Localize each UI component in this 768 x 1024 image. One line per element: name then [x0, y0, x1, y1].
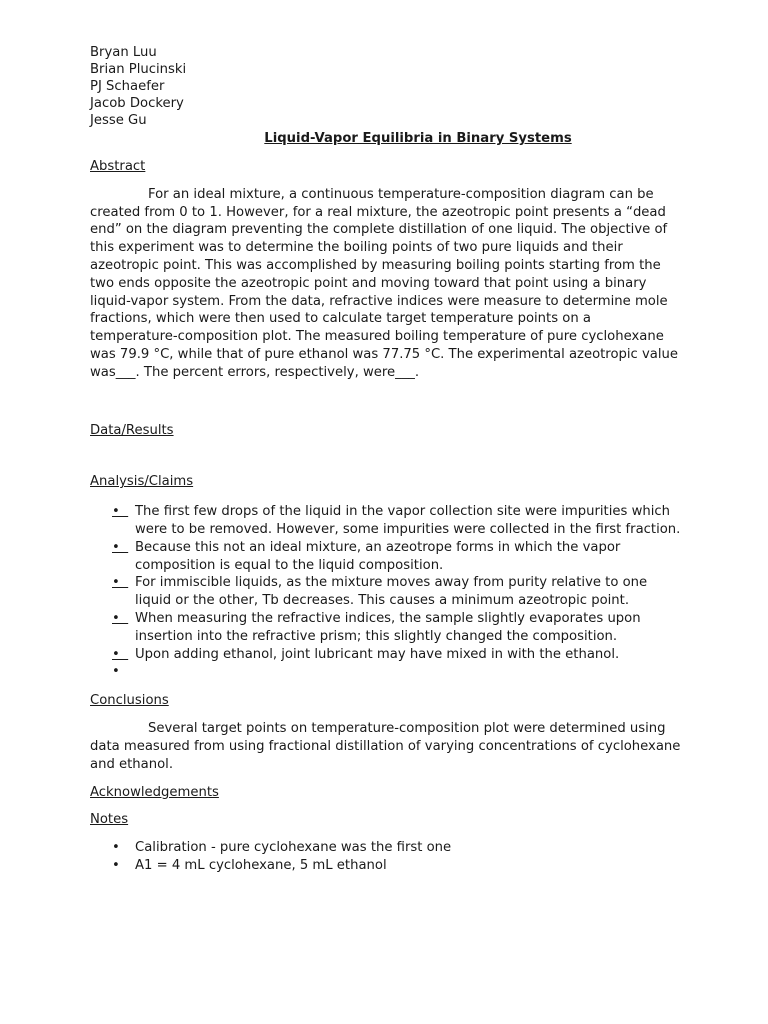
list-item	[90, 839, 682, 857]
list-item-text: The first few drops of the liquid in the vapor collection site were impurities which were to be removed. However, some impurities were collected in the first fraction.	[135, 504, 681, 537]
data-results-heading: Data/Results	[90, 422, 174, 438]
author-name: Bryan Luu	[90, 45, 157, 60]
bullet-icon: •	[112, 610, 129, 626]
bullet-icon: •	[112, 646, 129, 662]
list-item	[90, 646, 682, 664]
notes-heading: Notes	[90, 812, 129, 828]
list-item	[90, 857, 682, 875]
analysis-heading: Analysis/Claims	[90, 474, 194, 490]
analysis-list	[90, 503, 682, 681]
abstract-heading: Abstract	[90, 159, 146, 174]
document-page	[90, 44, 682, 875]
conclusions-text: Several target points on temperature-composition plot were determined using data measured from using fractional distillation of varying concentrations of cyclohexane and ethanol.	[90, 721, 681, 772]
notes-list	[90, 839, 682, 875]
list-item-text: Because this not an ideal mixture, an azeotrope forms in which the vapor composition is equal to the liquid composition.	[135, 539, 621, 573]
bullet-icon: •	[112, 575, 129, 591]
bullet-icon: •	[112, 504, 129, 520]
list-item-text: For immiscible liquids, as the mixture moves away from purity relative to one liquid or the other, Tb decreases. This causes a minimum azeotropic point.	[135, 575, 648, 609]
abstract-text: For an ideal mixture, a continuous temperature-composition diagram can be created from 0 to 1. However, for a real mixture, the azeotropic point presents a “dead end” on the diagram preventing the complete distillation of one liquid. The objective of this experiment was to determine the boiling points of two pure liquids and their azeotropic point. This was accomplished by measuring boiling points starting from the two ends opposite the azeotropic point and moving toward that point using a binary liquid-vapor system. From the data, refractive indices were measure to determine mole fractions, which were then used to calculate target temperature points on a temperature-composition plot. The measured boiling temperature of pure cyclohexane was 79.9 °C, while that of pure ethanol was 77.75 °C. The experimental azeotropic value was___. The percent errors, respectively, were___.	[90, 186, 679, 380]
conclusions-heading: Conclusions	[90, 693, 169, 709]
document-title: Liquid-Vapor Equilibria in Binary Systems	[264, 131, 572, 146]
bullet-icon: •	[112, 857, 120, 873]
author-name: PJ Schaefer	[90, 79, 165, 94]
list-item	[90, 539, 682, 575]
author-name: Brian Plucinski	[90, 62, 187, 77]
author-name: Jacob Dockery	[90, 96, 184, 111]
acknowledgements-heading: Acknowledgements	[90, 784, 219, 800]
list-item	[90, 663, 682, 681]
author-list	[90, 44, 682, 129]
list-item	[90, 610, 682, 646]
list-item-text: Upon adding ethanol, joint lubricant may have mixed in with the ethanol.	[135, 646, 620, 662]
list-item	[90, 503, 682, 539]
list-item-text: Calibration - pure cyclohexane was the first one	[135, 840, 452, 856]
list-item	[90, 574, 682, 610]
bullet-icon: •	[112, 539, 129, 555]
bullet-icon: •	[112, 840, 120, 856]
list-item-text: A1 = 4 mL cyclohexane, 5 mL ethanol	[135, 857, 387, 873]
bullet-icon: •	[112, 664, 120, 680]
list-item-text: When measuring the refractive indices, the sample slightly evaporates upon insertion into the refractive prism; this slightly changed the composition.	[135, 610, 641, 644]
author-name: Jesse Gu	[90, 113, 147, 128]
